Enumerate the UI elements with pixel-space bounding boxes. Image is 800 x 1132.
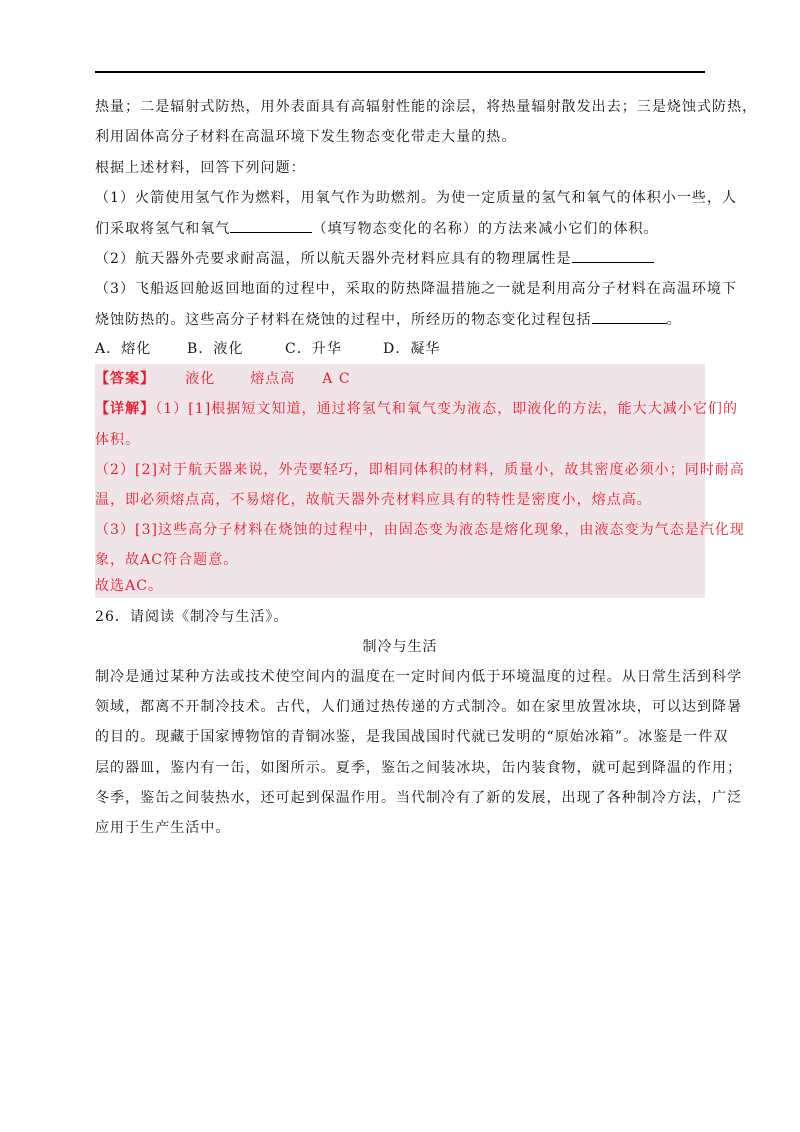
article-title: 制冷与生活 <box>362 639 438 655</box>
article-line-3: 的目的。现藏于国家博物馆的青铜冰鉴，是我国战国时代就已发明的“原始冰箱”。冰鉴是一件双 <box>95 729 729 745</box>
article-line-4: 层的器皿，鉴内有一缶，如图所示。夏季，鉴缶之间装冰块，缶内装食物，就可起到降温的作用； <box>95 760 743 776</box>
question-2-text: （2）航天器外壳要求耐高温，所以航天器外壳材料应具有的物理属性是 <box>95 251 572 267</box>
detail-2-line-1: （2）[2]对于航天器来说，外壳要轻巧，即相同体积的材料，质量小，故其密度必须小；同时耐高 <box>95 462 745 478</box>
header-rule <box>95 71 705 73</box>
question-1-text-post: （填写物态变化的名称）的方法来减小它们的体积。 <box>312 221 659 237</box>
question-3-text-pre: 烧蚀防热的。这些高分子材料在烧蚀的过程中，所经历的物态变化过程包括 <box>95 312 592 328</box>
question-3-line-2 <box>95 309 682 330</box>
article-line-6: 应用于生产生活中。 <box>95 820 231 836</box>
answer-3: A C <box>322 371 351 387</box>
option-d[interactable]: D．凝华 <box>383 341 441 357</box>
question-1-line-1: （1）火箭使用氢气作为燃料，用氧气作为助燃剂。为使一定质量的氢气和氧气的体积小一些，人 <box>95 190 738 206</box>
question-3-text-post: 。 <box>666 312 682 328</box>
detail-2-line-2: 温，即必须熔点高，不易熔化，故航天器外壳材料应具有的特性是密度小，熔点高。 <box>95 492 652 508</box>
intro-line-3: 根据上述材料，回答下列问题： <box>95 160 306 176</box>
article-line-1: 制冷是通过某种方法或技术使空间内的温度在一定时间内低于环境温度的过程。从日常生活到科学 <box>95 669 743 685</box>
detail-choose: 故选AC。 <box>95 578 164 594</box>
option-a[interactable]: A．熔化 <box>95 341 152 357</box>
intro-line-1: 热量；二是辐射式防热，用外表面具有高辐射性能的涂层，将热量辐射散发出去；三是烧蚀式防热， <box>95 99 758 115</box>
option-b[interactable]: B．液化 <box>187 341 244 357</box>
article-line-5: 冬季，鉴缶之间装热水，还可起到保温作用。当代制冷有了新的发展，出现了各种制冷方法，广泛 <box>95 790 743 806</box>
detail-1-line-1 <box>95 399 738 419</box>
question-1-blank[interactable] <box>230 218 312 233</box>
question-3-blank[interactable] <box>592 309 667 324</box>
question-2-blank[interactable] <box>572 248 654 263</box>
detail-label: 【详解】 <box>95 401 156 417</box>
question-1-line-2 <box>95 218 659 239</box>
answer-2: 熔点高 <box>250 371 296 387</box>
question-26-heading: 26．请阅读《制冷与生活》。 <box>95 609 289 625</box>
answer-1: 液化 <box>185 371 216 387</box>
question-3-line-1: （3）飞船返回舱返回地面的过程中，采取的防热降温措施之一就是利用高分子材料在高温环境下 <box>95 281 738 297</box>
option-c[interactable]: C．升华 <box>285 341 342 357</box>
options-row <box>95 339 440 359</box>
question-2 <box>95 248 654 269</box>
detail-3-line-2: 象，故AC符合题意。 <box>95 552 239 568</box>
question-1-text-pre: 们采取将氢气和氧气 <box>95 221 231 237</box>
detail-3-line-1: （3）[3]这些高分子材料在烧蚀的过程中，由固态变为液态是熔化现象，由液态变为气态是汽化现 <box>95 522 745 538</box>
detail-1-line-2: 体积。 <box>95 432 141 448</box>
answer-label: 【答案】 <box>95 371 156 387</box>
detail-1-text: （1）[1]根据短文知道，通过将氢气和氧气变为液态，即液化的方法，能大大减小它们的 <box>155 401 738 417</box>
article-line-2: 领域，都离不开制冷技术。古代，人们通过热传递的方式制冷。如在家里放置冰块，可以达到降暑 <box>95 699 743 715</box>
answer-line <box>95 369 351 389</box>
intro-line-2: 利用固体高分子材料在高温环境下发生物态变化带走大量的热。 <box>95 129 517 145</box>
